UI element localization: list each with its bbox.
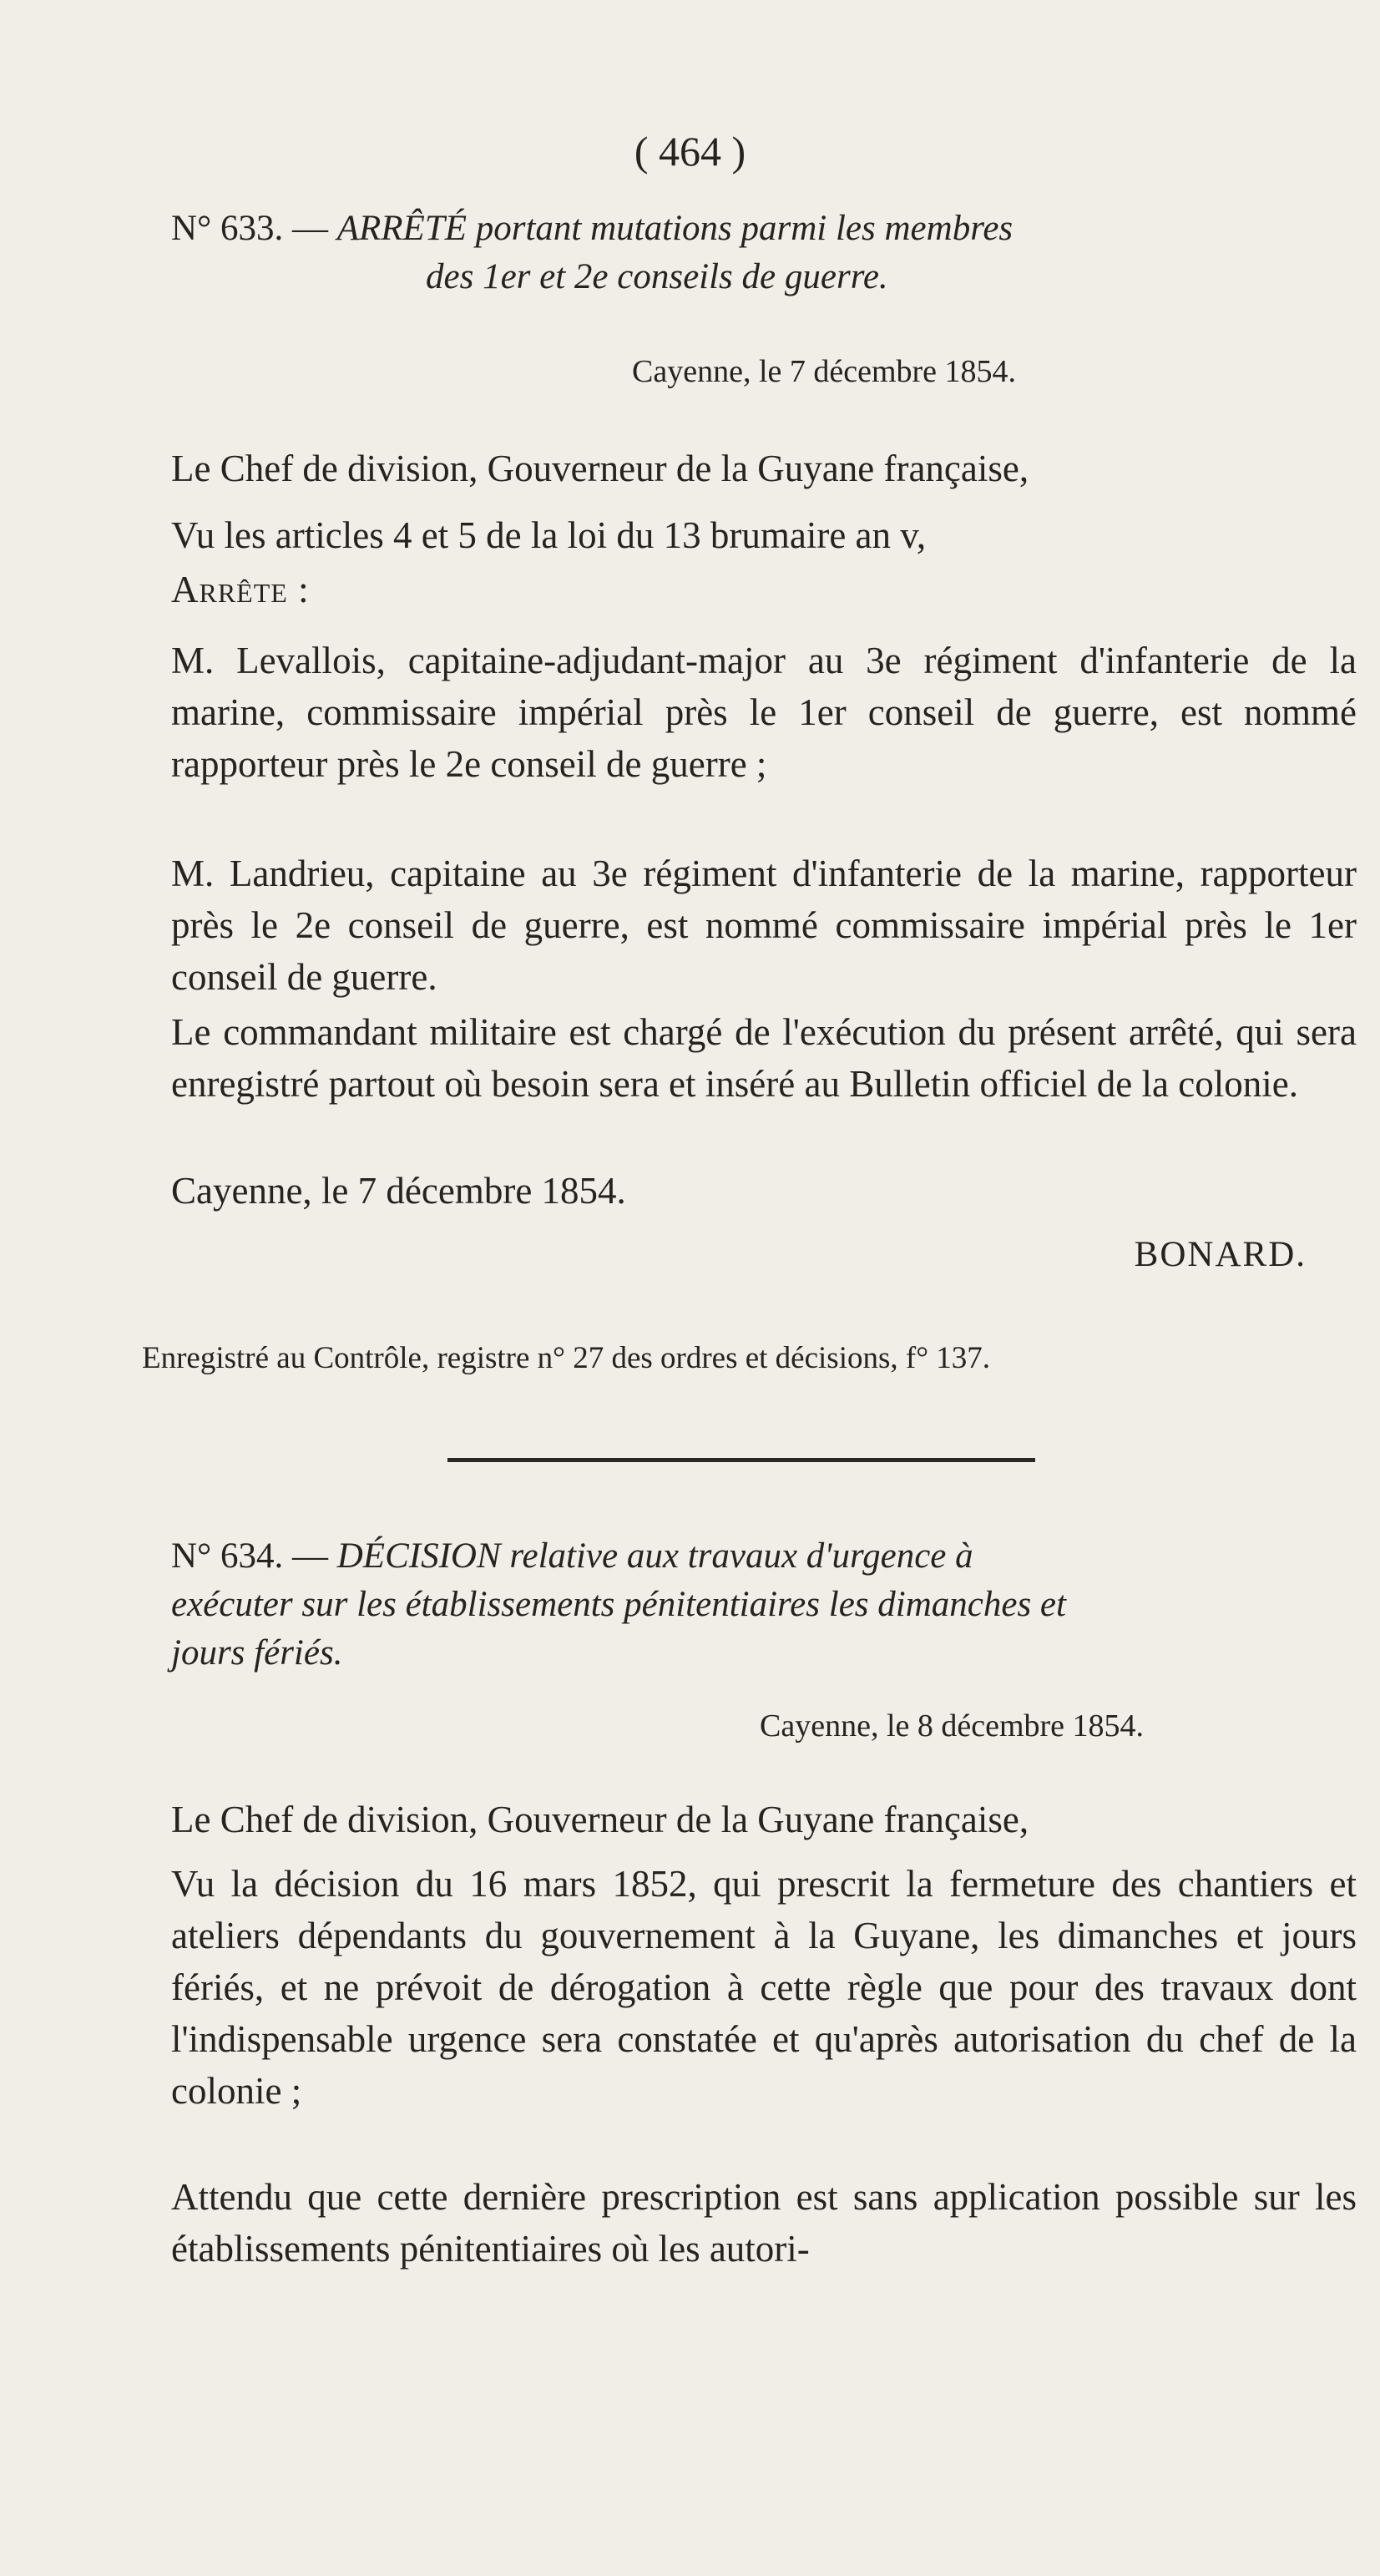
decision-634-attendu: Attendu que cette dernière prescription est sans application possible sur les établissements pénitentiaires où les autori- [171,2176,1357,2270]
decree-633-title-line2: des 1er et 2e conseils de guerre. [426,257,888,296]
decree-633-issuer-text: Le Chef de division, Gouverneur de la Guyane française, [171,448,1029,489]
decree-633-article-levallois: M. Levallois, capitaine-adjudant-major au 3e régiment d'infanterie de la marine, commissaire impérial près le 1er conseil de guerre, est nommé rapporteur près le 2e conseil de guerre ; [171,640,1357,785]
decision-634-vu: Vu la décision du 16 mars 1852, qui prescrit la fermeture des chantiers et ateliers dépendants du gouvernement à la Guyane, les dimanches et jours fériés, et ne prévoit de dérogation à cette règle que pour des travaux dont l'indispensable urgence sera constatée et qu'après autorisation du chef de la colonie ; [171,1863,1357,2112]
decision-634-issuer: Le Chef de division, Gouverneur de la Guyane française, [171,1799,1029,1840]
decision-634-heading [171,1532,1357,1678]
decree-633-issuer [171,443,1357,494]
decree-633-arrete: Arrête : [171,569,310,610]
decision-634-title-line3: jours fériés. [171,1633,343,1673]
decree-633-vu: Vu les articles 4 et 5 de la loi du 13 brumaire an v, [171,514,927,556]
decree-633-registration: Enregistré au Contrôle, registre n° 27 des ordres et décisions, f° 137. [142,1341,991,1375]
page-number: ( 464 ) [634,128,746,175]
decision-634-number: N° 634. — [171,1536,328,1576]
decree-633-signature: BONARD. [1134,1235,1307,1274]
decision-634-title-line1: DÉCISION relative aux travaux d'urgence à [336,1536,973,1576]
decree-633-number: N° 633. — [171,209,328,248]
decree-633-dateline: Cayenne, le 7 décembre 1854. [632,354,1017,389]
decision-634-dateline: Cayenne, le 8 décembre 1854. [760,1708,1145,1743]
section-divider-rule [447,1458,1035,1462]
decree-633-execution: Le commandant militaire est chargé de l'exécution du présent arrêté, qui sera enregistré partout où besoin sera et inséré au Bulletin officiel de la colonie. [171,1011,1357,1105]
decision-634-title-line2: exécuter sur les établissements pénitentiaires les dimanches et [171,1585,1066,1624]
decree-633-closing-date: Cayenne, le 7 décembre 1854. [171,1170,626,1212]
decree-633-title-line1: ARRÊTÉ portant mutations parmi les membres [336,209,1014,248]
decree-633-heading [171,205,1380,301]
decree-633-article-landrieu: M. Landrieu, capitaine au 3e régiment d'infanterie de la marine, rapporteur près le 2e conseil de guerre, est nommé commissaire impérial près le 1er conseil de guerre. [171,853,1357,998]
